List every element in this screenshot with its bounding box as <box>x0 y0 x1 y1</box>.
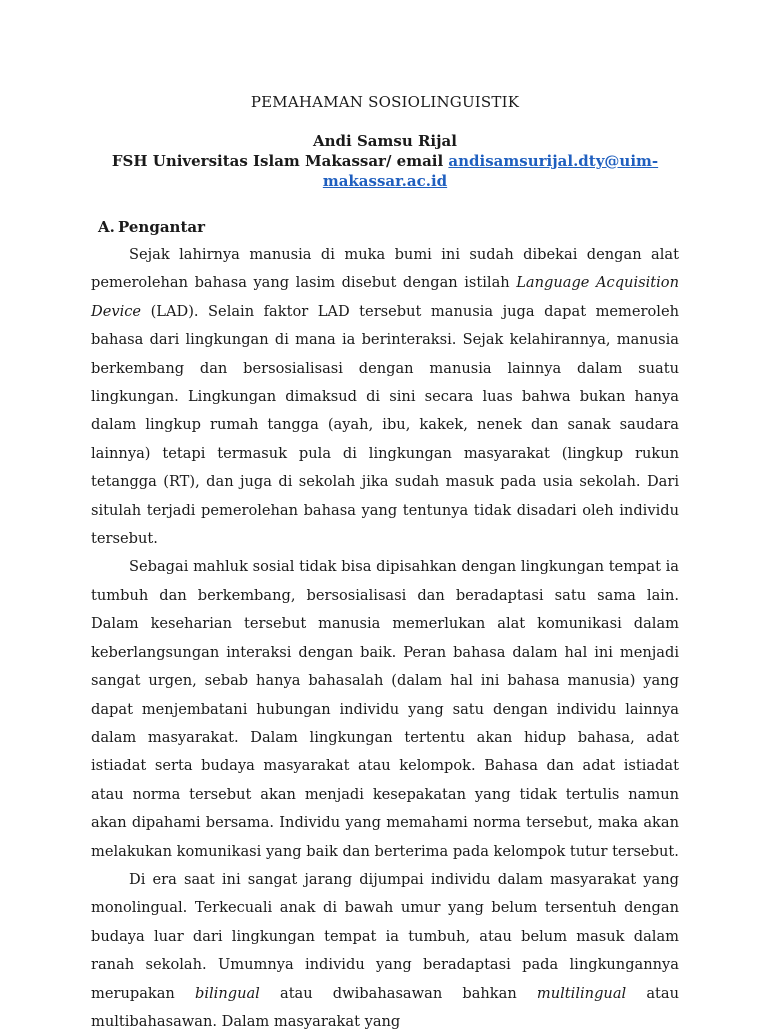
author-name: Andi Samsu Rijal <box>313 132 457 150</box>
paragraph-1-italic-term: Language Acquisition Device <box>91 274 679 320</box>
paragraph-3-italic-multilingual: multilingual <box>536 984 627 1002</box>
author-affiliation <box>91 151 679 191</box>
document-title: PEMAHAMAN SOSIOLINGUISTIK <box>250 93 520 111</box>
paragraph-3 <box>91 866 679 1036</box>
paragraph-1-text-b: (LAD). Selain faktor LAD tersebut manusia juga dapat memeroleh bahasa dari lingkungan di mana ia berinteraksi. Sejak kelahirannya, manusia berkembang dan bersosialisasi dengan manusia lainnya dalam suatu lingkungan. Lingkungan dimaksud di sini secara luas bahwa bukan hanya dalam lingkup rumah tangga (ayah, ibu, kakek, nenek dan sanak saudara lainnya) tetapi termasuk pula di lingkungan masyarakat (lingkup rukun tetangga (RT), dan juga di sekolah jika sudah masuk pada usia sekolah. Dari situlah terjadi pemerolehan bahasa yang tentunya tidak disadari oleh individu tersebut. <box>91 302 679 548</box>
paragraph-1-text-a: Sejak lahirnya manusia di muka bumi ini sudah dibekai dengan alat pemerolehan bahasa yang lasim disebut dengan istilah <box>91 246 679 292</box>
email-link[interactable]: andisamsurijal.dty@uim-makassar.ac.id <box>322 152 659 190</box>
section-title: Pengantar <box>118 218 205 236</box>
paragraph-2: Sebagai mahluk sosial tidak bisa dipisahkan dengan lingkungan tempat ia tumbuh dan berkembang, bersosialisasi dan beradaptasi satu sama lain. Dalam keseharian tersebut manusia memerlukan alat komunikasi dalam keberlangsungan interaksi dengan baik. Peran bahasa dalam hal ini menjadi sangat urgen, sebab hanya bahasalah (dalam hal ini bahasa manusia) yang dapat menjembatani hubungan individu yang satu dengan individu lainnya dalam masyarakat. Dalam lingkungan tertentu akan hidup bahasa, adat istiadat serta budaya masyarakat atau kelompok. Bahasa dan adat istiadat atau norma tersebut akan menjadi kesepakatan yang tidak tertulis namun akan dipahami bersama. Individu yang memahami norma tersebut, maka akan melakukan komunikasi yang baik dan berterima pada kelompok tutur tersebut. <box>91 558 679 860</box>
affiliation-text: FSH Universitas Islam Makassar/ email <box>111 152 449 170</box>
paragraph-3-text-a: Di era saat ini sangat jarang dijumpai individu dalam masyarakat yang monolingual. Terkecuali anak di bawah umur yang belum tersentuh dengan budaya luar dari lingkungan tempat ia tumbuh, atau belum masuk dalam ranah sekolah. Umumnya individu yang beradaptasi pada lingkungannya merupakan <box>91 870 679 1002</box>
section-heading <box>98 217 679 237</box>
paragraph-1 <box>91 241 679 553</box>
paragraph-3-text-c: atau multibahasawan. Dalam masyarakat yang <box>91 984 679 1030</box>
paragraph-3-text-b: atau dwibahasawan bahkan <box>259 984 537 1002</box>
section-number: A. <box>98 218 115 236</box>
paragraph-3-italic-bilingual: bilingual <box>194 984 260 1002</box>
